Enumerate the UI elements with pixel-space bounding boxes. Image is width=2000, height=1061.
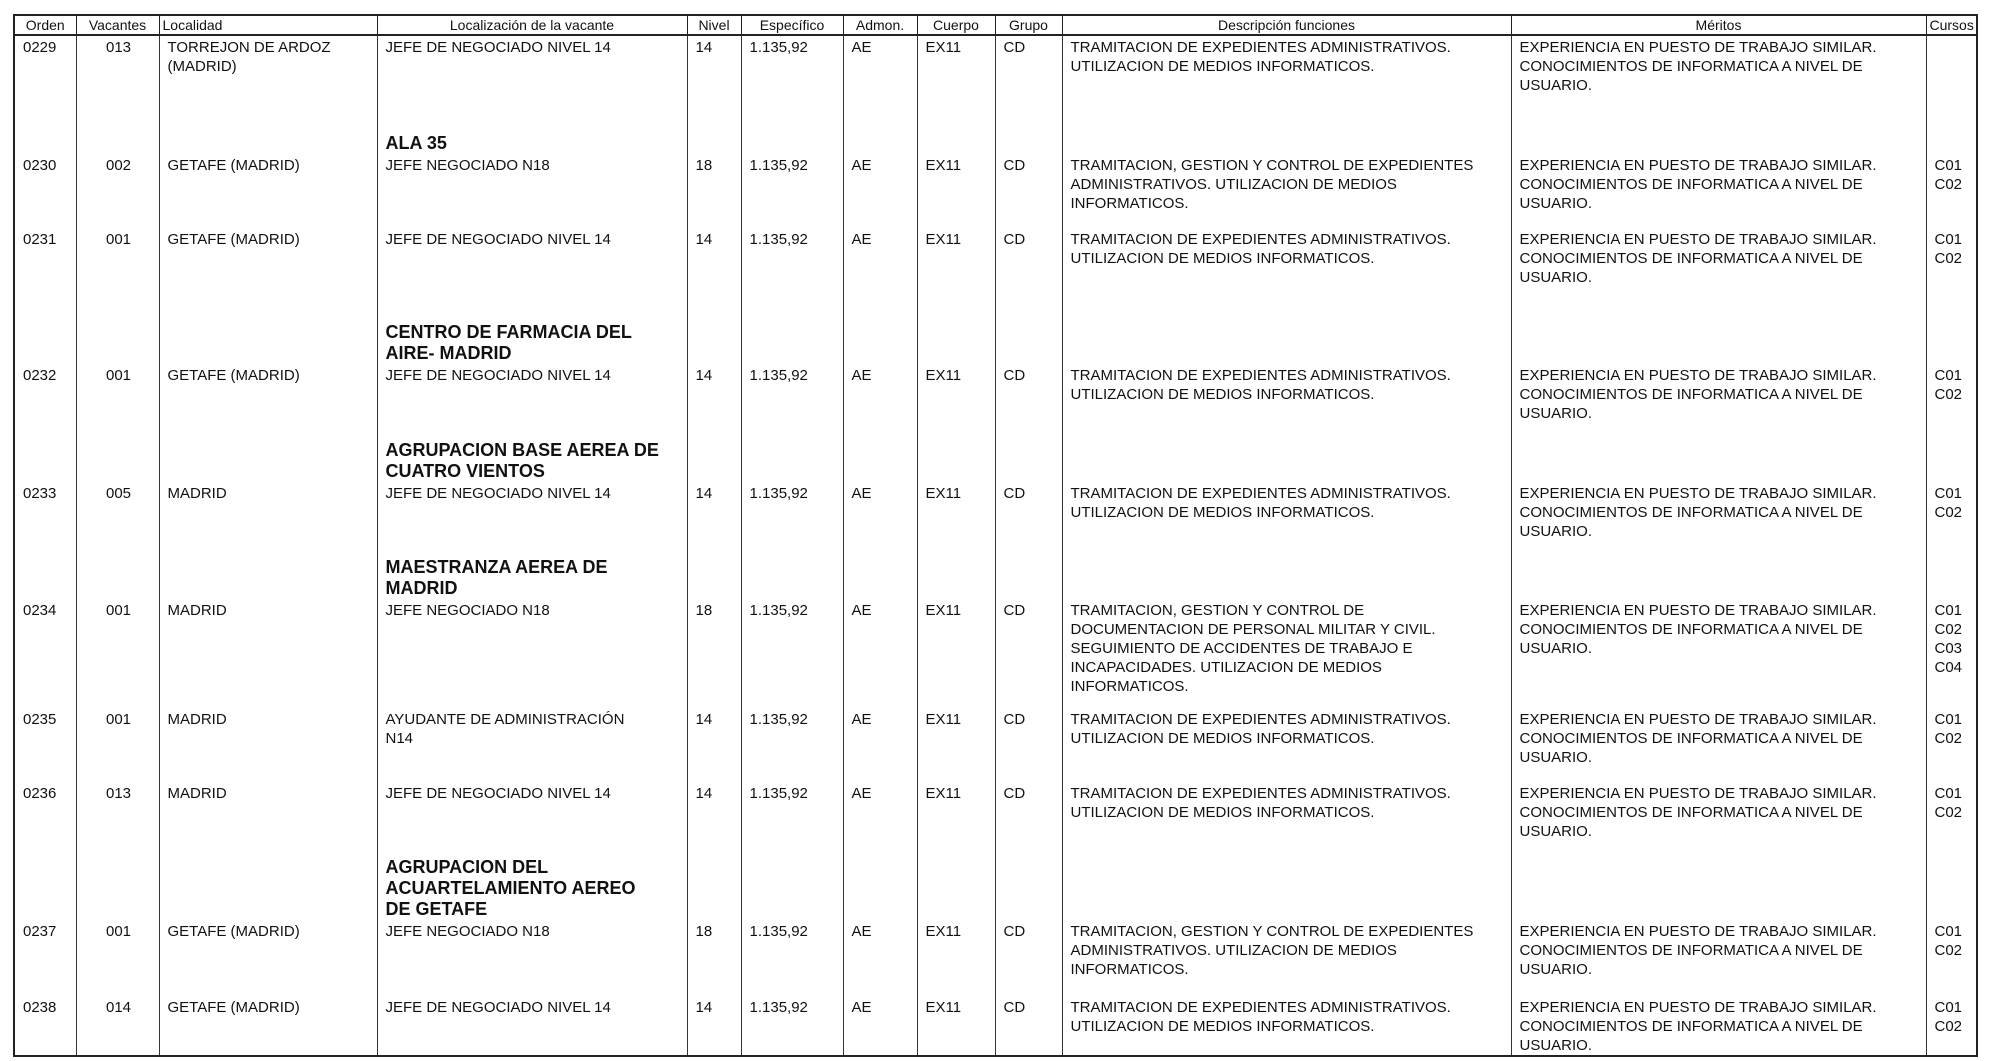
cell-grupo: CD	[995, 782, 1062, 854]
table-row	[14, 996, 1977, 1056]
empty-cell	[917, 438, 995, 482]
empty-cell	[687, 320, 741, 364]
cell-localidad: GETAFE (MADRID)	[159, 154, 377, 228]
empty-cell	[843, 555, 917, 599]
cell-vacantes: 002	[76, 154, 159, 228]
empty-cell	[917, 555, 995, 599]
cell-especifico: 1.135,92	[741, 996, 843, 1056]
cell-puesto: JEFE DE NEGOCIADO NIVEL 14	[377, 364, 687, 438]
cell-cuerpo: EX11	[917, 228, 995, 320]
cell-admon: AE	[843, 996, 917, 1056]
cell-admon: AE	[843, 708, 917, 782]
cell-vacantes: 001	[76, 920, 159, 996]
cell-puesto: JEFE NEGOCIADO N18	[377, 599, 687, 708]
cell-meritos: EXPERIENCIA EN PUESTO DE TRABAJO SIMILAR. CONOCIMIENTOS DE INFORMATICA A NIVEL DE USUARIO.	[1511, 228, 1926, 320]
cell-admon: AE	[843, 782, 917, 854]
cell-nivel: 18	[687, 920, 741, 996]
col-orden: Orden	[14, 15, 76, 35]
unit-heading-row	[14, 438, 1977, 482]
unit-heading: CENTRO DE FARMACIA DEL AIRE- MADRID	[385, 322, 632, 363]
empty-cell	[1926, 438, 1977, 482]
cell-nivel: 14	[687, 228, 741, 320]
empty-cell	[159, 555, 377, 599]
cell-orden: 0238	[14, 996, 76, 1056]
table-row	[14, 708, 1977, 782]
cell-vacantes: 001	[76, 708, 159, 782]
empty-cell	[1511, 438, 1926, 482]
cell-vacantes: 013	[76, 782, 159, 854]
unit-heading: ALA 35	[385, 133, 447, 153]
cell-localidad: MADRID	[159, 599, 377, 708]
empty-cell	[76, 854, 159, 920]
unit-heading-row	[14, 555, 1977, 599]
cell-meritos: EXPERIENCIA EN PUESTO DE TRABAJO SIMILAR. CONOCIMIENTOS DE INFORMATICA A NIVEL DE USUARIO.	[1511, 599, 1926, 708]
empty-cell	[1511, 854, 1926, 920]
unit-heading-row	[14, 854, 1977, 920]
empty-cell	[1926, 320, 1977, 364]
cell-vacantes: 001	[76, 364, 159, 438]
empty-cell	[159, 320, 377, 364]
empty-cell	[843, 438, 917, 482]
empty-cell	[14, 127, 76, 154]
cell-descripcion: TRAMITACION DE EXPEDIENTES ADMINISTRATIVOS. UTILIZACION DE MEDIOS INFORMATICOS.	[1062, 364, 1511, 438]
col-cursos: Cursos	[1926, 15, 1977, 35]
cell-puesto: AYUDANTE DE ADMINISTRACIÓN N14	[377, 708, 687, 782]
empty-cell	[1511, 320, 1926, 364]
cell-descripcion: TRAMITACION, GESTION Y CONTROL DE EXPEDIENTES ADMINISTRATIVOS. UTILIZACION DE MEDIOS INFORMATICOS.	[1062, 920, 1511, 996]
unit-heading-cell	[377, 127, 687, 154]
cell-localidad: GETAFE (MADRID)	[159, 996, 377, 1056]
table-row	[14, 154, 1977, 228]
cell-cursos: C01 C02	[1926, 782, 1977, 854]
cell-meritos: EXPERIENCIA EN PUESTO DE TRABAJO SIMILAR. CONOCIMIENTOS DE INFORMATICA A NIVEL DE USUARIO.	[1511, 35, 1926, 127]
cell-localidad: MADRID	[159, 708, 377, 782]
cell-meritos: EXPERIENCIA EN PUESTO DE TRABAJO SIMILAR. CONOCIMIENTOS DE INFORMATICA A NIVEL DE USUARIO.	[1511, 154, 1926, 228]
unit-heading: MAESTRANZA AEREA DE MADRID	[385, 557, 608, 598]
empty-cell	[159, 438, 377, 482]
cell-meritos: EXPERIENCIA EN PUESTO DE TRABAJO SIMILAR. CONOCIMIENTOS DE INFORMATICA A NIVEL DE USUARIO.	[1511, 782, 1926, 854]
empty-cell	[687, 127, 741, 154]
cell-especifico: 1.135,92	[741, 35, 843, 127]
cell-orden: 0237	[14, 920, 76, 996]
cell-grupo: CD	[995, 996, 1062, 1056]
cell-puesto: JEFE NEGOCIADO N18	[377, 154, 687, 228]
col-admon: Admon.	[843, 15, 917, 35]
cell-descripcion: TRAMITACION DE EXPEDIENTES ADMINISTRATIVOS. UTILIZACION DE MEDIOS INFORMATICOS.	[1062, 708, 1511, 782]
cell-nivel: 14	[687, 35, 741, 127]
cell-orden: 0236	[14, 782, 76, 854]
cell-vacantes: 001	[76, 228, 159, 320]
empty-cell	[1062, 320, 1511, 364]
cell-vacantes: 014	[76, 996, 159, 1056]
cell-grupo: CD	[995, 35, 1062, 127]
unit-heading-cell	[377, 854, 687, 920]
cell-grupo: CD	[995, 154, 1062, 228]
col-localidad: Localidad	[159, 15, 377, 35]
cell-grupo: CD	[995, 599, 1062, 708]
cell-cursos: C01 C02	[1926, 708, 1977, 782]
empty-cell	[1511, 127, 1926, 154]
empty-cell	[843, 127, 917, 154]
cell-puesto: JEFE DE NEGOCIADO NIVEL 14	[377, 482, 687, 555]
empty-cell	[159, 127, 377, 154]
cell-nivel: 14	[687, 708, 741, 782]
empty-cell	[995, 127, 1062, 154]
cell-meritos: EXPERIENCIA EN PUESTO DE TRABAJO SIMILAR. CONOCIMIENTOS DE INFORMATICA A NIVEL DE USUARIO.	[1511, 920, 1926, 996]
cell-nivel: 18	[687, 599, 741, 708]
cell-meritos: EXPERIENCIA EN PUESTO DE TRABAJO SIMILAR. CONOCIMIENTOS DE INFORMATICA A NIVEL DE USUARIO.	[1511, 364, 1926, 438]
cell-localidad: TORREJON DE ARDOZ (MADRID)	[159, 35, 377, 127]
table-row	[14, 35, 1977, 127]
cell-especifico: 1.135,92	[741, 364, 843, 438]
col-descripcion: Descripción funciones	[1062, 15, 1511, 35]
cell-admon: AE	[843, 35, 917, 127]
cell-orden: 0231	[14, 228, 76, 320]
cell-admon: AE	[843, 920, 917, 996]
cell-orden: 0230	[14, 154, 76, 228]
cell-grupo: CD	[995, 920, 1062, 996]
cell-cuerpo: EX11	[917, 154, 995, 228]
cell-orden: 0234	[14, 599, 76, 708]
cell-cursos: C01 C02 C03 C04	[1926, 599, 1977, 708]
cell-grupo: CD	[995, 228, 1062, 320]
table-body	[14, 35, 1977, 1056]
table-row	[14, 364, 1977, 438]
cell-orden: 0233	[14, 482, 76, 555]
cell-grupo: CD	[995, 364, 1062, 438]
cell-admon: AE	[843, 228, 917, 320]
cell-cuerpo: EX11	[917, 920, 995, 996]
cell-cursos	[1926, 35, 1977, 127]
empty-cell	[1062, 127, 1511, 154]
cell-cursos: C01 C02	[1926, 154, 1977, 228]
cell-descripcion: TRAMITACION, GESTION Y CONTROL DE DOCUMENTACION DE PERSONAL MILITAR Y CIVIL. SEGUIMIENTO DE ACCIDENTES DE TRABAJO E INCAPACIDADES. UTILIZACION DE MEDIOS INFORMATICOS.	[1062, 599, 1511, 708]
cell-cuerpo: EX11	[917, 996, 995, 1056]
empty-cell	[76, 438, 159, 482]
cell-puesto: JEFE DE NEGOCIADO NIVEL 14	[377, 228, 687, 320]
cell-admon: AE	[843, 154, 917, 228]
empty-cell	[1062, 854, 1511, 920]
cell-especifico: 1.135,92	[741, 599, 843, 708]
empty-cell	[741, 127, 843, 154]
cell-especifico: 1.135,92	[741, 920, 843, 996]
cell-localidad: GETAFE (MADRID)	[159, 364, 377, 438]
cell-cursos: C01 C02	[1926, 920, 1977, 996]
empty-cell	[843, 320, 917, 364]
empty-cell	[14, 438, 76, 482]
unit-heading-row	[14, 320, 1977, 364]
unit-heading-cell	[377, 438, 687, 482]
cell-especifico: 1.135,92	[741, 482, 843, 555]
col-grupo: Grupo	[995, 15, 1062, 35]
cell-puesto: JEFE DE NEGOCIADO NIVEL 14	[377, 996, 687, 1056]
empty-cell	[741, 320, 843, 364]
table-row	[14, 228, 1977, 320]
cell-especifico: 1.135,92	[741, 154, 843, 228]
col-nivel: Nivel	[687, 15, 741, 35]
empty-cell	[687, 555, 741, 599]
cell-meritos: EXPERIENCIA EN PUESTO DE TRABAJO SIMILAR. CONOCIMIENTOS DE INFORMATICA A NIVEL DE USUARIO.	[1511, 482, 1926, 555]
col-cuerpo: Cuerpo	[917, 15, 995, 35]
cell-orden: 0232	[14, 364, 76, 438]
cell-nivel: 14	[687, 364, 741, 438]
empty-cell	[159, 854, 377, 920]
cell-meritos: EXPERIENCIA EN PUESTO DE TRABAJO SIMILAR. CONOCIMIENTOS DE INFORMATICA A NIVEL DE USUARIO.	[1511, 996, 1926, 1056]
empty-cell	[1926, 854, 1977, 920]
cell-descripcion: TRAMITACION, GESTION Y CONTROL DE EXPEDIENTES ADMINISTRATIVOS. UTILIZACION DE MEDIOS INFORMATICOS.	[1062, 154, 1511, 228]
table-row	[14, 782, 1977, 854]
cell-admon: AE	[843, 482, 917, 555]
cell-cuerpo: EX11	[917, 482, 995, 555]
table-row	[14, 920, 1977, 996]
empty-cell	[1062, 555, 1511, 599]
empty-cell	[917, 854, 995, 920]
cell-nivel: 14	[687, 996, 741, 1056]
empty-cell	[76, 127, 159, 154]
cell-localidad: MADRID	[159, 782, 377, 854]
cell-cuerpo: EX11	[917, 364, 995, 438]
cell-vacantes: 005	[76, 482, 159, 555]
cell-cuerpo: EX11	[917, 708, 995, 782]
cell-cuerpo: EX11	[917, 782, 995, 854]
cell-orden: 0235	[14, 708, 76, 782]
cell-cursos: C01 C02	[1926, 228, 1977, 320]
table-row	[14, 482, 1977, 555]
cell-localidad: GETAFE (MADRID)	[159, 228, 377, 320]
empty-cell	[995, 438, 1062, 482]
cell-cursos: C01 C02	[1926, 364, 1977, 438]
col-localizacion: Localización de la vacante	[377, 15, 687, 35]
cell-orden: 0229	[14, 35, 76, 127]
empty-cell	[741, 854, 843, 920]
cell-puesto: JEFE DE NEGOCIADO NIVEL 14	[377, 782, 687, 854]
cell-admon: AE	[843, 364, 917, 438]
empty-cell	[917, 127, 995, 154]
cell-especifico: 1.135,92	[741, 708, 843, 782]
cell-cursos: C01 C02	[1926, 482, 1977, 555]
empty-cell	[1062, 438, 1511, 482]
unit-heading-row	[14, 127, 1977, 154]
cell-descripcion: TRAMITACION DE EXPEDIENTES ADMINISTRATIVOS. UTILIZACION DE MEDIOS INFORMATICOS.	[1062, 228, 1511, 320]
empty-cell	[1926, 555, 1977, 599]
empty-cell	[741, 555, 843, 599]
cell-especifico: 1.135,92	[741, 782, 843, 854]
cell-descripcion: TRAMITACION DE EXPEDIENTES ADMINISTRATIVOS. UTILIZACION DE MEDIOS INFORMATICOS.	[1062, 782, 1511, 854]
cell-descripcion: TRAMITACION DE EXPEDIENTES ADMINISTRATIVOS. UTILIZACION DE MEDIOS INFORMATICOS.	[1062, 996, 1511, 1056]
empty-cell	[76, 320, 159, 364]
empty-cell	[1926, 127, 1977, 154]
empty-cell	[687, 438, 741, 482]
cell-admon: AE	[843, 599, 917, 708]
empty-cell	[76, 555, 159, 599]
cell-cuerpo: EX11	[917, 35, 995, 127]
cell-vacantes: 013	[76, 35, 159, 127]
cell-cursos: C01 C02	[1926, 996, 1977, 1056]
cell-grupo: CD	[995, 708, 1062, 782]
empty-cell	[687, 854, 741, 920]
empty-cell	[843, 854, 917, 920]
empty-cell	[14, 555, 76, 599]
unit-heading: AGRUPACION DEL ACUARTELAMIENTO AEREO DE GETAFE	[385, 857, 636, 919]
cell-descripcion: TRAMITACION DE EXPEDIENTES ADMINISTRATIVOS. UTILIZACION DE MEDIOS INFORMATICOS.	[1062, 35, 1511, 127]
cell-localidad: GETAFE (MADRID)	[159, 920, 377, 996]
empty-cell	[995, 854, 1062, 920]
cell-nivel: 14	[687, 482, 741, 555]
col-vacantes: Vacantes	[76, 15, 159, 35]
vacancies-table	[13, 14, 1978, 1057]
cell-localidad: MADRID	[159, 482, 377, 555]
unit-heading-cell	[377, 320, 687, 364]
unit-heading: AGRUPACION BASE AEREA DE CUATRO VIENTOS	[385, 440, 659, 481]
empty-cell	[741, 438, 843, 482]
cell-descripcion: TRAMITACION DE EXPEDIENTES ADMINISTRATIVOS. UTILIZACION DE MEDIOS INFORMATICOS.	[1062, 482, 1511, 555]
col-meritos: Méritos	[1511, 15, 1926, 35]
unit-heading-cell	[377, 555, 687, 599]
empty-cell	[995, 320, 1062, 364]
empty-cell	[995, 555, 1062, 599]
table-header-row	[14, 15, 1977, 35]
col-especifico: Específico	[741, 15, 843, 35]
table-row	[14, 599, 1977, 708]
cell-meritos: EXPERIENCIA EN PUESTO DE TRABAJO SIMILAR. CONOCIMIENTOS DE INFORMATICA A NIVEL DE USUARIO.	[1511, 708, 1926, 782]
cell-especifico: 1.135,92	[741, 228, 843, 320]
empty-cell	[14, 320, 76, 364]
cell-puesto: JEFE NEGOCIADO N18	[377, 920, 687, 996]
cell-vacantes: 001	[76, 599, 159, 708]
cell-cuerpo: EX11	[917, 599, 995, 708]
cell-nivel: 14	[687, 782, 741, 854]
empty-cell	[14, 854, 76, 920]
empty-cell	[1511, 555, 1926, 599]
cell-nivel: 18	[687, 154, 741, 228]
cell-grupo: CD	[995, 482, 1062, 555]
empty-cell	[917, 320, 995, 364]
cell-puesto: JEFE DE NEGOCIADO NIVEL 14	[377, 35, 687, 127]
